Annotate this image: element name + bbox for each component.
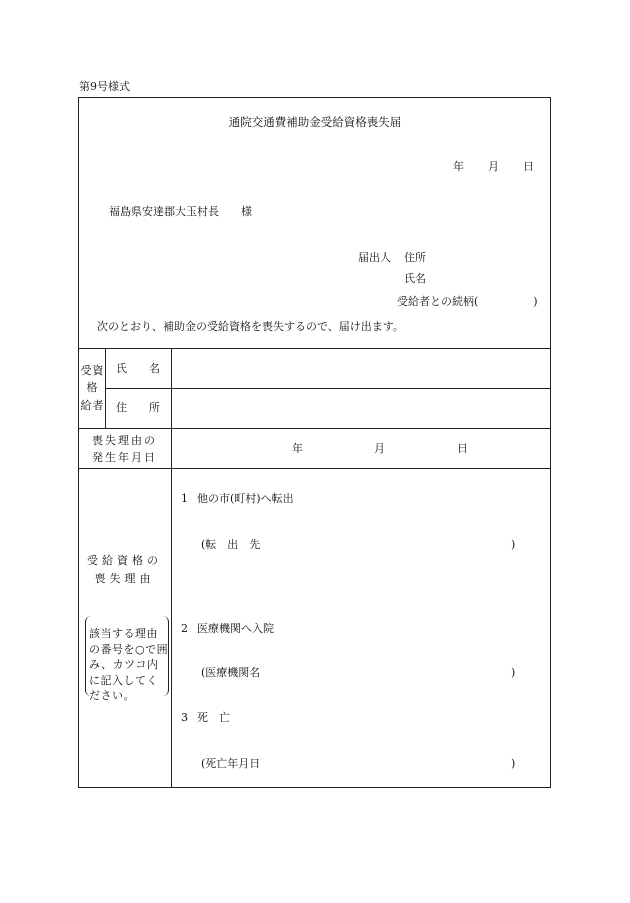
form-title: 通院交通費補助金受給資格喪失届 bbox=[228, 115, 402, 129]
reason-1-text: 他の市(町村)へ転出 bbox=[197, 492, 294, 505]
recipient-label-char-2: 資 bbox=[92, 364, 104, 377]
divider-recipient-v bbox=[105, 348, 106, 428]
reason-2-number: 2 bbox=[181, 622, 188, 635]
divider-recipient-label bbox=[105, 388, 171, 389]
date-year: 年 bbox=[453, 160, 464, 173]
reason-3-text: 死 亡 bbox=[197, 711, 230, 724]
divider-recipient bbox=[171, 388, 551, 389]
divider-label-column bbox=[171, 348, 172, 788]
divider-reason bbox=[78, 468, 551, 469]
reason-1-detail-label: (転 出 先 bbox=[201, 538, 261, 551]
recipient-name-label: 氏 名 bbox=[116, 362, 160, 375]
reason-2-text: 医療機関へ入院 bbox=[197, 622, 274, 635]
applicant-name-label: 氏名 bbox=[404, 272, 426, 285]
applicant-relation-label: 受給者との続柄( ) bbox=[397, 295, 538, 308]
recipient-label-char-4: 給 bbox=[80, 399, 92, 412]
recipient-label-char-1: 受 bbox=[80, 364, 92, 377]
addressee: 福島県安達郡大玉村長 様 bbox=[109, 205, 252, 218]
occurrence-day: 日 bbox=[457, 442, 468, 455]
date-month: 月 bbox=[488, 160, 499, 173]
recipient-address-label: 住 所 bbox=[116, 401, 160, 414]
divider-header bbox=[78, 348, 551, 349]
recipient-label-char-5: 者 bbox=[92, 399, 104, 412]
applicant-address-label: 住所 bbox=[404, 251, 426, 264]
intro-text: 次のとおり、補助金の受給資格を喪失するので、届け出ます。 bbox=[97, 320, 404, 333]
reason-3-detail-label: (死亡年月日 bbox=[201, 757, 261, 770]
reason-2-close-paren: ) bbox=[511, 666, 516, 679]
date-day: 日 bbox=[523, 160, 534, 173]
loss-reason-note: 該当する理由の番号を○で囲み、カツコ内に記入してください。 bbox=[89, 627, 169, 703]
loss-reason-label-line2: 喪失理由 bbox=[94, 571, 155, 585]
reason-2-detail-label: (医療機関名 bbox=[201, 666, 261, 679]
loss-reason-label-line1: 受給資格の bbox=[87, 554, 162, 567]
reason-3-close-paren: ) bbox=[511, 757, 516, 770]
loss-reason-label bbox=[78, 552, 171, 587]
occurrence-date-label bbox=[78, 432, 171, 466]
reason-3-number: 3 bbox=[181, 711, 188, 724]
form-number: 第9号様式 bbox=[79, 80, 130, 93]
reason-1-number: 1 bbox=[181, 492, 188, 505]
applicant-label: 届出人 bbox=[358, 251, 391, 264]
occurrence-year: 年 bbox=[292, 442, 303, 455]
recipient-label-char-3: 格 bbox=[86, 381, 98, 394]
occurrence-date-label-line1: 喪失理由の bbox=[92, 434, 157, 447]
divider-date bbox=[78, 428, 551, 429]
reason-1-close-paren: ) bbox=[511, 538, 516, 551]
occurrence-month: 月 bbox=[374, 442, 385, 455]
occurrence-date-label-line2: 発生年月日 bbox=[92, 451, 157, 465]
